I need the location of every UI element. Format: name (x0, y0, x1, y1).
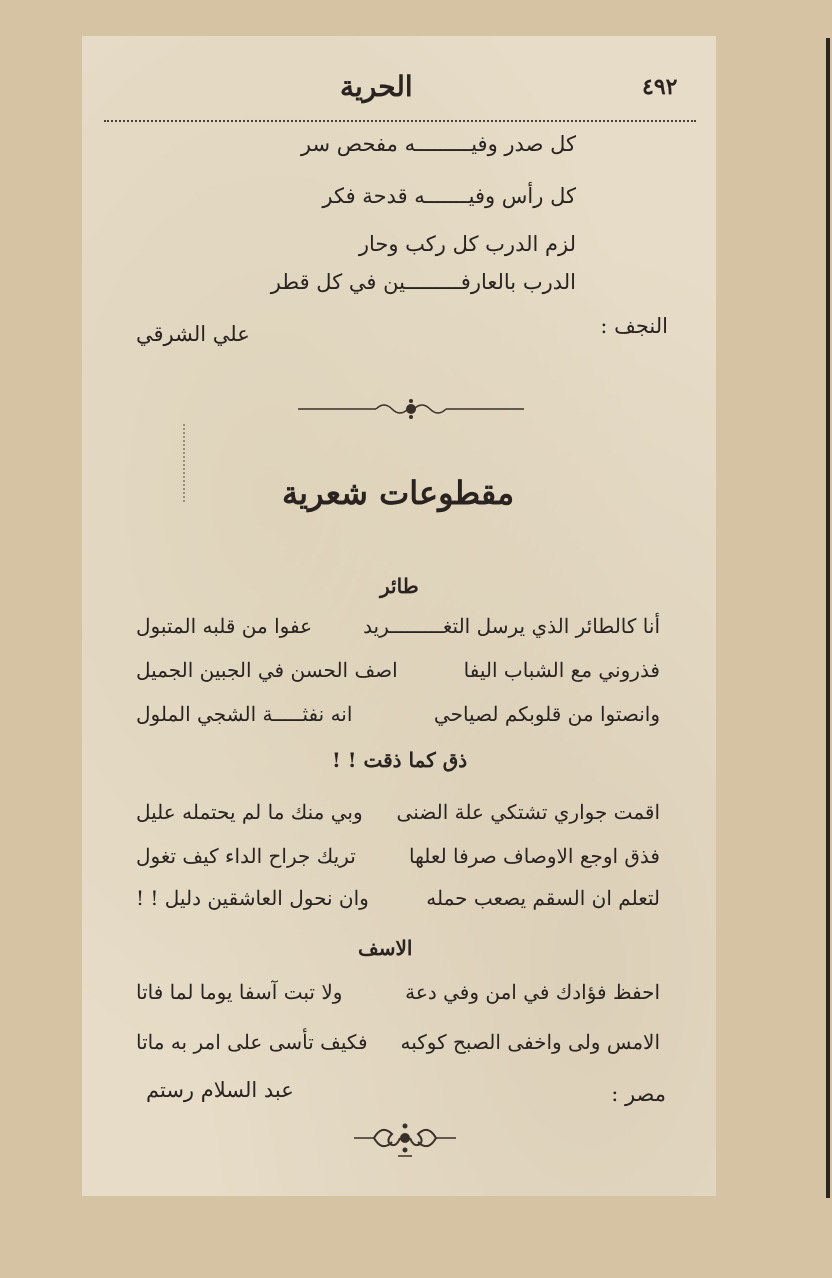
part-title: الاسف (358, 936, 413, 960)
verse-left: فكيف تأسى على امر به ماتا (136, 1030, 368, 1054)
section-title: مقطوعات شعرية (282, 474, 515, 512)
part-title: طائر (380, 574, 419, 598)
verse-left: انه نفثـــــة الشجي الملول (136, 702, 353, 726)
verse-right: فذق اوجع الاوصاف صرفا لعلها (408, 844, 660, 868)
part-title: ذق كما ذقت ! ! (332, 748, 468, 772)
margin-mark (180, 424, 188, 504)
verse-left: اصف الحسن في الجبين الجميل (136, 658, 398, 682)
poem-line: الدرب بالعارفـــــــــين في كل قطر (270, 270, 576, 294)
verse-right: لتعلم ان السقم يصعب حمله (426, 886, 660, 910)
poem-line: لزم الدرب كل ركب وحار (358, 232, 576, 256)
verse-right: فذروني مع الشباب اليفا (463, 658, 660, 682)
signature-place: مصر : (611, 1082, 666, 1106)
poem-line: كل رأس وفيـــــــه قدحة فكر (322, 184, 576, 208)
signature-author: عبد السلام رستم (146, 1078, 294, 1102)
book-page (82, 36, 716, 1196)
verse-right: الامس ولى واخفى الصبح كوكبه (400, 1030, 660, 1054)
verse-right: احفظ فؤادك في امن وفي دعة (405, 980, 660, 1004)
verse-right: اقمت جواري تشتكي علة الضنى (396, 800, 660, 824)
verse-left: وبي منك ما لم يحتمله عليل (136, 800, 363, 824)
verse-left: وان نحول العاشقين دليل ! ! (136, 886, 369, 910)
poem-place: النجف : (600, 314, 668, 338)
divider-ornament (296, 398, 526, 420)
verse-right: وانصتوا من قلوبكم لصياحي (433, 702, 660, 726)
poem-author: علي الشرقي (136, 322, 250, 346)
verse-left: ولا تبت آسفا يوما لما فاتا (136, 980, 343, 1004)
verse-right: أنا كالطائر الذي يرسل التغـــــــــريد (363, 614, 660, 638)
running-title: الحرية (340, 70, 413, 103)
verse-left: عفوا من قلبه المتبول (136, 614, 313, 638)
page-edge-line (826, 38, 830, 1198)
poem-line: كل صدر وفيـــــــــه مفحص سر (300, 132, 576, 156)
end-ornament (350, 1118, 460, 1158)
verse-left: تريك جراح الداء كيف تغول (136, 844, 356, 868)
header-rule (104, 120, 696, 126)
page-number: ٤٩٢ (642, 74, 678, 100)
